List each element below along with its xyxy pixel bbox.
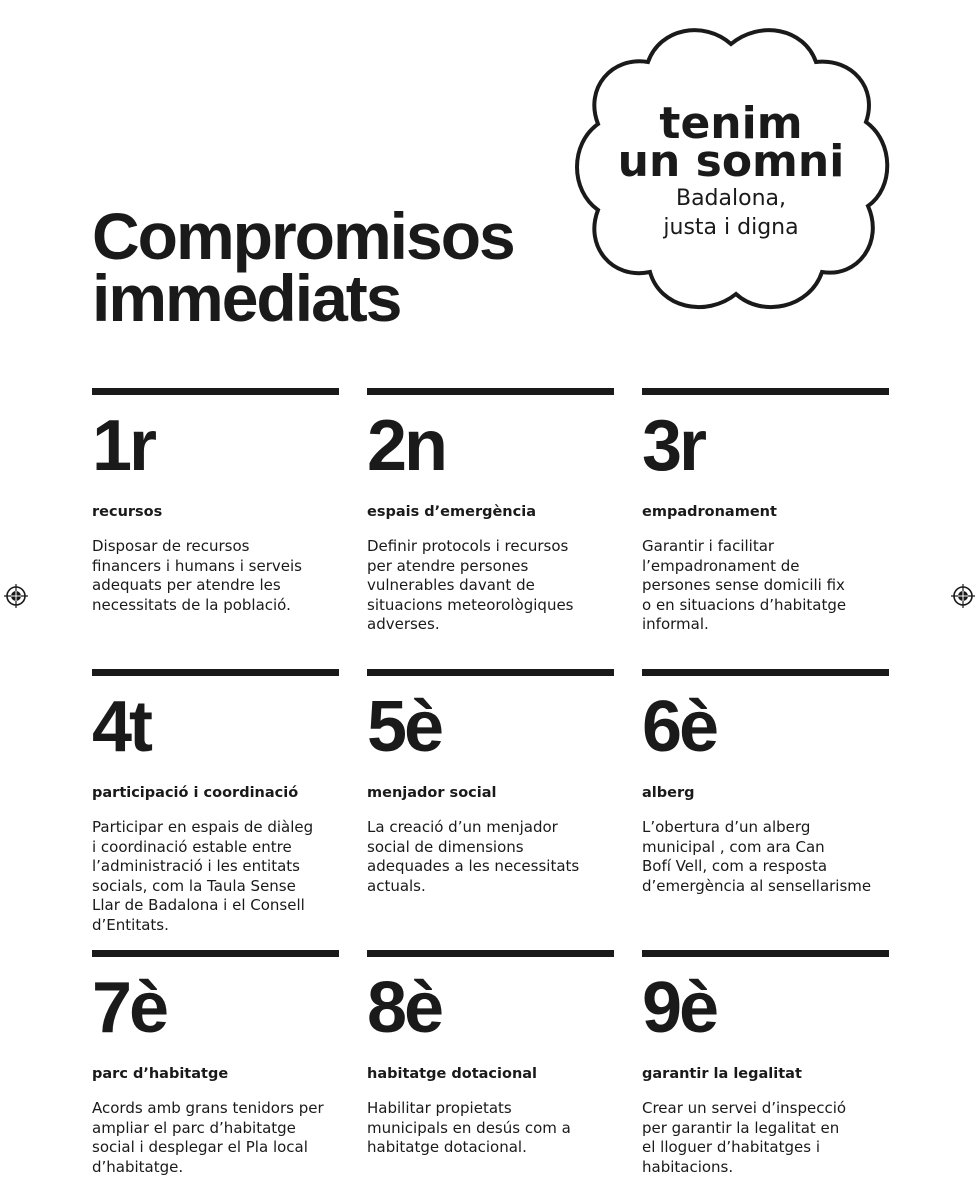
commitment-number: 4t <box>92 687 151 767</box>
commitment-card <box>642 950 889 1177</box>
commitment-number: 6è <box>642 687 717 767</box>
commitment-description: Crear un servei d’inspecció per garantir la legalitat en el lloguer d’habitatges i habitacions. <box>642 1099 847 1176</box>
commitment-card <box>642 388 889 635</box>
card-divider <box>642 388 889 395</box>
commitment-number: 8è <box>367 968 442 1048</box>
commitment-heading: participació i coordinació <box>92 785 299 801</box>
commitment-card <box>367 950 614 1158</box>
logo-cloud <box>572 18 890 320</box>
commitment-heading: alberg <box>642 785 695 801</box>
commitment-card <box>92 669 339 935</box>
commitment-description: Definir protocols i recursos per atendre persones vulnerables davant de situacions meteorològiques adverses. <box>367 537 574 633</box>
card-divider <box>92 669 339 676</box>
commitment-description: Habilitar propietats municipals en desús com a habitatge dotacional. <box>367 1099 571 1156</box>
commitment-heading: espais d’emergència <box>367 504 536 520</box>
card-divider <box>367 388 614 395</box>
page-title-line1: Compromisos <box>92 199 514 273</box>
commitment-description: Participar en espais de diàleg i coordinació estable entre l’administració i les entitats socials, com la Taula Sense Llar de Badalona i el Consell d’Entitats. <box>92 818 314 934</box>
commitment-heading: habitatge dotacional <box>367 1066 538 1082</box>
commitment-description: Disposar de recursos financers i humans i serveis adequats per atendre les necessitats de la població. <box>92 537 302 614</box>
commitment-heading: parc d’habitatge <box>92 1066 229 1082</box>
page-title <box>92 199 514 335</box>
commitment-heading: recursos <box>92 504 163 520</box>
commitment-card <box>367 388 614 635</box>
page-title-line2: immediats <box>92 261 401 335</box>
commitment-card <box>367 669 614 896</box>
card-divider <box>92 950 339 957</box>
cloud-subtitle-line2: justa i digna <box>663 215 799 240</box>
commitment-card <box>92 950 339 1177</box>
cloud-headline-line1: tenim <box>659 98 803 149</box>
commitment-number: 3r <box>642 406 705 486</box>
registration-mark-icon <box>950 583 976 609</box>
commitment-description: Acords amb grans tenidors per ampliar el parc d’habitatge social i desplegar el Pla local d’habitatge. <box>92 1099 324 1176</box>
cloud-subtitle-line1: Badalona, <box>675 186 786 211</box>
card-divider <box>367 950 614 957</box>
commitment-number: 5è <box>367 687 442 767</box>
cloud-headline-line2: un somni <box>617 136 845 187</box>
commitment-card <box>92 388 339 615</box>
commitment-description: La creació d’un menjador social de dimensions adequades a les necessitats actuals. <box>367 818 580 895</box>
commitment-card <box>642 669 889 896</box>
commitment-heading: menjador social <box>367 785 497 801</box>
commitment-number: 2n <box>367 406 446 486</box>
commitment-description: Garantir i facilitar l’empadronament de persones sense domicili fix o en situacions d’habitatge informal. <box>642 537 847 633</box>
card-divider <box>367 669 614 676</box>
commitment-heading: garantir la legalitat <box>642 1066 802 1082</box>
commitment-description: L’obertura d’un alberg municipal , com ara Can Bofí Vell, com a resposta d’emergència al sensellarisme <box>642 818 872 895</box>
commitment-number: 9è <box>642 968 717 1048</box>
card-divider <box>642 950 889 957</box>
commitment-heading: empadronament <box>642 504 777 520</box>
commitment-number: 1r <box>92 406 155 486</box>
card-divider <box>92 388 339 395</box>
card-divider <box>642 669 889 676</box>
registration-mark-icon <box>3 583 29 609</box>
commitment-number: 7è <box>92 968 167 1048</box>
